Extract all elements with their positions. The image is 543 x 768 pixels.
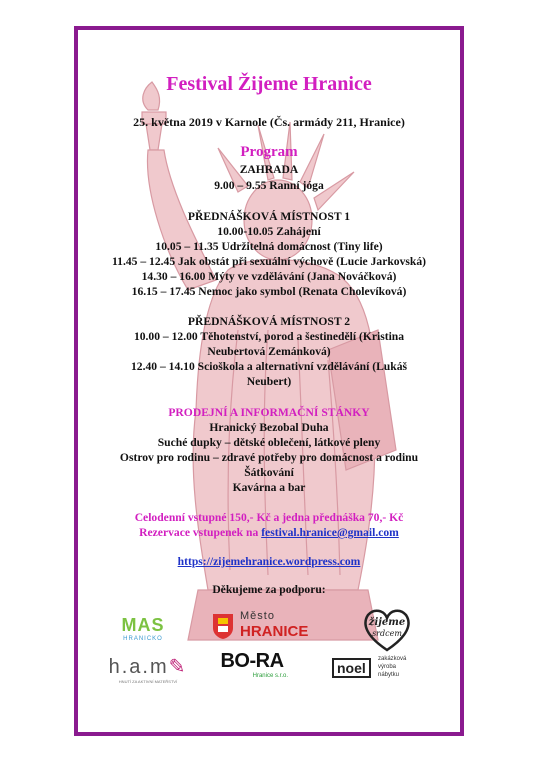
reservation-line [78,526,460,540]
noel-sub-1: zakázková [378,656,407,662]
garden-heading: ZAHRADA [239,163,299,176]
room2-item: 12.40 – 14.10 Scioškola a alternativní vzdělávání (Lukáš [130,360,408,373]
hranice-coat-of-arms-icon [212,612,234,640]
poster-frame [74,26,464,736]
mas-logo-mark: MAS [121,615,165,635]
event-date-location: 25. května 2019 v Karnole (Čs. armády 211, Hranice) [133,115,405,129]
room1-item: 14.30 – 16.00 Mýty ve vzdělávání (Jana Nováčková) [141,270,397,283]
room2-item: Neubert) [246,375,292,388]
reservation-email-link[interactable]: festival.hranice@gmail.com [261,526,399,539]
hami-leaf-icon: ✎ [168,656,188,678]
zijeme-text: žijeme [368,617,406,628]
noel-wordmark: noel [332,658,371,678]
garden-item: 9.00 – 9.55 Ranní jóga [214,179,324,192]
stands-heading: PRODEJNÍ A INFORMAČNÍ STÁNKY [168,406,370,419]
stand-item: Ostrov pro rodinu – zdravé potřeby pro domácnost a rodinu [119,451,419,464]
room2-item: 10.00 – 12.00 Těhotenství, porod a šestinedělí (Kristina [133,330,405,343]
bora-logo [210,650,294,684]
hami-wordmark [106,654,190,679]
noel-logo [332,656,432,686]
program-heading: Program [240,144,298,160]
srdcem-text: srdcem [372,629,402,638]
room1-item: 10.05 – 11.35 Udržitelná domácnost (Tiny life) [155,240,383,253]
mesto-label: Město [240,610,275,622]
hami-text: h.a.m [108,656,169,678]
room2-heading: PŘEDNÁŠKOVÁ MÍSTNOST 2 [187,315,351,328]
hami-subtitle: HNUTÍ ZA AKTIVNÍ MATEŘSTVÍ [118,679,178,684]
website-line [78,555,460,569]
bora-subtitle: Hranice s.r.o. [252,673,288,679]
reservation-label: Rezervace vstupenek na [139,526,262,539]
room1-item: 16.15 – 17.45 Nemoc jako symbol (Renata Cholevíková) [131,285,407,298]
hami-logo [106,654,190,688]
room1-item: 10.00-10.05 Zahájení [217,225,321,238]
mas-hranicko-logo [108,615,178,650]
hranice-label: HRANICE [240,623,309,640]
mesto-hranice-logo [212,608,332,650]
stand-item: Šátkování [244,466,294,479]
entry-price: Celodenní vstupné 150,- Kč a jedna přednáška 70,- Kč [134,511,404,524]
poster-content [78,30,460,732]
noel-sub-3: nábytku [378,672,400,678]
thanks-line: Děkujeme za podporu: [212,583,326,596]
mas-logo-sub: HRANICKO [123,636,163,642]
room1-heading: PŘEDNÁŠKOVÁ MÍSTNOST 1 [187,210,351,223]
room2-item: Neubertová Zemánková) [207,345,331,358]
stand-item: Hranický Bezobal Duha [209,421,329,434]
website-link[interactable]: https://zijemehranice.wordpress.com [177,555,361,568]
room1-item: 11.45 – 12.45 Jak obstát při sexuální výchově (Lucie Jarkovská) [111,255,427,268]
poster-title: Festival Žijeme Hranice [166,73,372,95]
zijeme-srdcem-logo [360,606,414,654]
stand-item: Kavárna a bar [232,481,306,494]
stand-item: Suché dupky – dětské oblečení, látkové pleny [157,436,381,449]
bora-wordmark: BO-RA [220,650,284,672]
noel-sub-2: výroba [378,664,397,670]
